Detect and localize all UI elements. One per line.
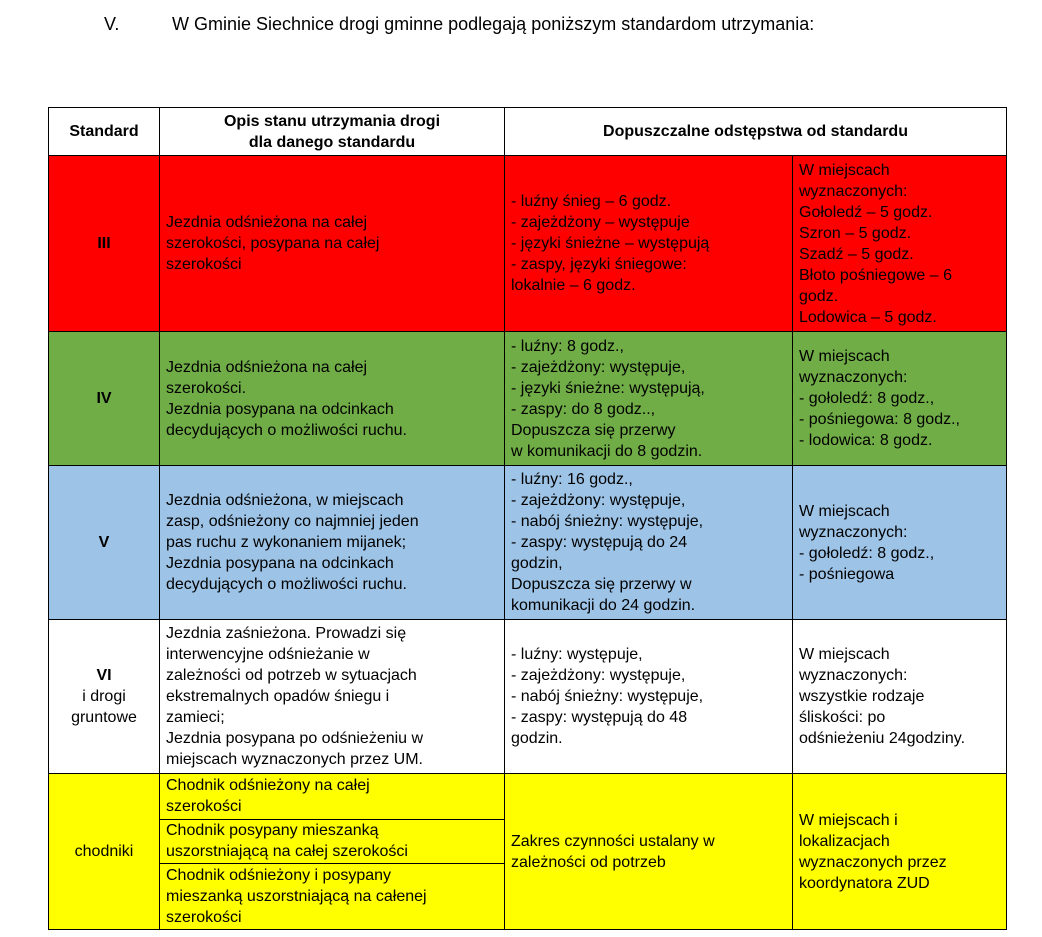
deviations-cell: - luźny: 8 godz., - zajeżdżony: występuje, - języki śnieżne: występują, - zaspy: do 8 godz.., Dopuszcza się przerwy w komunikacji do 8 godzin. — [505, 332, 793, 466]
description-cell: Jezdnia zaśnieżona. Prowadzi się interwencyjne odśnieżanie w zależności od potrzeb w sytuacjach ekstremalnych opadów śniegu i zamieci; Jezdnia posypana po odśnieżeniu w miejscach wyznaczonych przez UM. — [160, 620, 505, 774]
section-number: V. — [104, 14, 120, 34]
places-cell: W miejscach i lokalizacjach wyznaczonych przez koordynatora ZUD — [793, 774, 1007, 930]
sidewalk-description: Chodnik odśnieżony i posypany mieszanką uszorstniającą na całenej szerokości — [160, 863, 504, 929]
standard-cell: VI i drogi gruntowe — [49, 620, 160, 774]
table-row-iv — [49, 332, 1007, 466]
standards-table — [48, 107, 1007, 930]
sidewalk-descriptions — [160, 774, 504, 929]
table-row-vi — [49, 620, 1007, 774]
table-row-v — [49, 466, 1007, 620]
description-cell: Jezdnia odśnieżona, w miejscach zasp, odśnieżony co najmniej jeden pas ruchu z wykonaniem mijanek; Jezdnia posypana na odcinkach decydujących o możliwości ruchu. — [160, 466, 505, 620]
table-row-sidewalks — [49, 774, 1007, 930]
sidewalk-description: Chodnik posypany mieszanką uszorstniającą na całej szerokości — [160, 819, 504, 863]
section-heading — [0, 10, 1042, 40]
places-cell: W miejscach wyznaczonych: wszystkie rodzaje śliskości: po odśnieżeniu 24godziny. — [793, 620, 1007, 774]
table-row-iii — [49, 156, 1007, 332]
deviations-cell: Zakres czynności ustalany w zależności od potrzeb — [505, 774, 793, 930]
description-cell: Jezdnia odśnieżona na całej szerokości. Jezdnia posypana na odcinkach decydujących o możliwości ruchu. — [160, 332, 505, 466]
description-cell — [160, 774, 505, 930]
description-cell: Jezdnia odśnieżona na całej szerokości, posypana na całej szerokości — [160, 156, 505, 332]
places-cell: W miejscach wyznaczonych: - gołoledź: 8 godz., - pośniegowa — [793, 466, 1007, 620]
standard-cell: chodniki — [49, 774, 160, 930]
places-cell: W miejscach wyznaczonych: - gołoledź: 8 godz., - pośniegowa: 8 godz., - lodowica: 8 godz. — [793, 332, 1007, 466]
section-title: W Gminie Siechnice drogi gminne podlegają poniższym standardom utrzymania: — [172, 14, 815, 34]
standard-cell: III — [49, 156, 160, 332]
deviations-cell: - luźny: 16 godz., - zajeżdżony: występuje, - nabój śnieżny: występuje, - zaspy: występują do 24 godzin, Dopuszcza się przerwy w komunikacji do 24 godzin. — [505, 466, 793, 620]
standard-cell: IV — [49, 332, 160, 466]
deviations-cell: - luźny śnieg – 6 godz. - zajeżdżony – występuje - języki śnieżne – występują - zaspy, języki śniegowe: lokalnie – 6 godz. — [505, 156, 793, 332]
places-cell: W miejscach wyznaczonych: Gołoledź – 5 godz. Szron – 5 godz. Szadź – 5 godz. Błoto pośniegowe – 6 godz. Lodowica – 5 godz. — [793, 156, 1007, 332]
header-row — [49, 108, 1007, 156]
header-deviations: Dopuszczalne odstępstwa od standardu — [505, 108, 1007, 156]
standard-cell: V — [49, 466, 160, 620]
header-description: Opis stanu utrzymania drogi dla danego standardu — [160, 108, 505, 156]
header-standard: Standard — [49, 108, 160, 156]
deviations-cell: - luźny: występuje, - zajeżdżony: występuje, - nabój śnieżny: występuje, - zaspy: występują do 48 godzin. — [505, 620, 793, 774]
sidewalk-description: Chodnik odśnieżony na całej szerokości — [160, 774, 504, 819]
